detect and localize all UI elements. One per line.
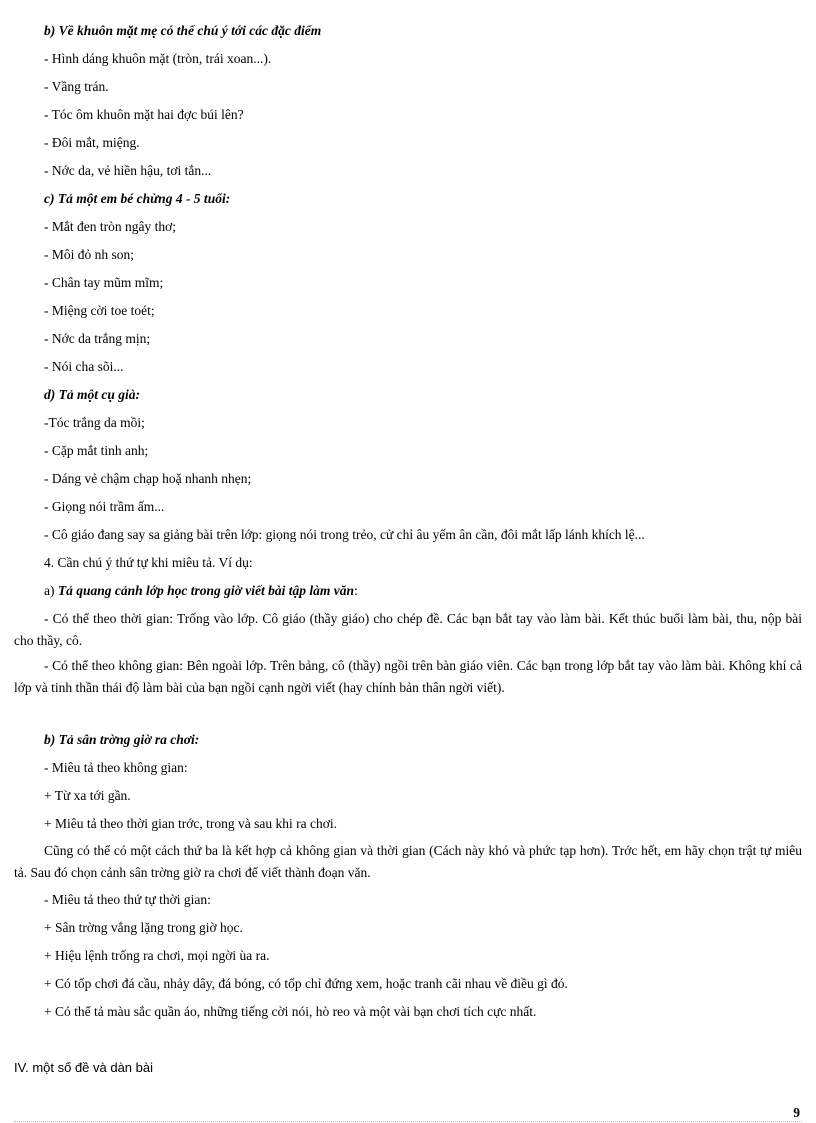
list-item: - Nớc da, vẻ hiền hậu, tơi tắn...: [44, 163, 212, 178]
list-item: + Có thể tả màu sắc quần áo, những tiếng cời nói, hò reo và một vài bạn chơi tích cực nhất.: [44, 1004, 537, 1019]
d-heading: d) Tả một cụ già:: [44, 387, 140, 402]
a-time-paragraph: - Có thể theo thời gian: Trống vào lớp. Cô giáo (thầy giáo) cho chép đề. Các bạn bắt tay vào làm bài. Kết thúc buổi làm bài, thu, nộp bài cho thầy, cô.: [14, 611, 802, 648]
list-item: + Hiệu lệnh trống ra chơi, mọi ngời ùa ra.: [44, 948, 270, 963]
list-item: -Tóc trắng da mồi;: [44, 415, 145, 430]
a-space-paragraph: - Có thể theo không gian: Bên ngoài lớp. Trên bảng, cô (thầy) ngồi trên bàn giáo viên. Các bạn trong lớp bắt tay vào làm bài. Không khí cả lớp và tinh thần thái độ làm bài của bạn ngồi cạnh ngời viết (hay chính bản thân ngời viết).: [14, 658, 802, 695]
b2-heading: b) Tả sân trờng giờ ra chơi:: [44, 732, 200, 747]
list-item: + Từ xa tới gần.: [44, 788, 131, 803]
list-item: - Chân tay mũm mĩm;: [44, 275, 164, 290]
list-item: + Có tốp chơi đá cầu, nhảy dây, đá bóng, có tốp chỉ đứng xem, hoặc tranh cãi nhau về điều gì đó.: [44, 976, 568, 991]
a-prefix: a): [44, 583, 58, 598]
a-suffix: :: [354, 583, 358, 598]
list-item: - Giọng nói trầm ấm...: [44, 499, 165, 514]
list-item: + Sân trờng vắng lặng trong giờ học.: [44, 920, 243, 935]
list-item: - Hình dáng khuôn mặt (tròn, trái xoan...).: [44, 51, 272, 66]
section-iv-heading: IV. một số đề và dàn bài: [14, 1060, 154, 1075]
a-heading: Tả quang cảnh lớp học trong giờ viết bài tập làm văn: [57, 583, 355, 598]
footer-divider: [14, 1121, 802, 1122]
list-item: - Đôi mắt, miệng.: [44, 135, 140, 150]
list-item: - Môi đỏ nh son;: [44, 247, 135, 262]
point-4: 4. Cần chú ý thứ tự khi miêu tả. Ví dụ:: [44, 555, 253, 570]
list-item: - Tóc ôm khuôn mặt hai đợc búi lên?: [44, 107, 244, 122]
b-heading: b) Về khuôn mặt mẹ có thể chú ý tới các đặc điểm: [44, 23, 322, 38]
a-heading-line: [44, 582, 358, 599]
combo-paragraph: Cũng có thể có một cách thứ ba là kết hợp cả không gian và thời gian (Cách này khó và phức tạp hơn). Trớc hết, em hãy chọn trật tự miêu tả. Sau đó chọn cảnh sân trờng giờ ra chơi để viết thành đoạn văn.: [14, 843, 802, 880]
list-item: - Nói cha sõi...: [44, 359, 124, 374]
list-item: - Dáng vẻ chậm chạp hoặ nhanh nhẹn;: [44, 471, 252, 486]
c-heading: c) Tả một em bé chừng 4 - 5 tuổi:: [44, 191, 231, 206]
list-item: - Miêu tả theo thứ tự thời gian:: [44, 892, 211, 907]
list-item: - Vầng trán.: [44, 79, 109, 94]
list-item: - Cặp mắt tinh anh;: [44, 443, 149, 458]
teacher-line: - Cô giáo đang say sa giảng bài trên lớp: giọng nói trong trẻo, cử chỉ âu yếm ân cần, đôi mắt lấp lánh khích lệ...: [44, 527, 645, 542]
list-item: - Nớc da trắng mịn;: [44, 331, 151, 346]
list-item: - Miêu tả theo không gian:: [44, 760, 188, 775]
list-item: - Mắt đen tròn ngây thơ;: [44, 219, 176, 234]
page-number: 9: [793, 1105, 800, 1120]
list-item: + Miêu tả theo thời gian trớc, trong và sau khi ra chơi.: [44, 816, 337, 831]
list-item: - Miệng cời toe toét;: [44, 303, 155, 318]
